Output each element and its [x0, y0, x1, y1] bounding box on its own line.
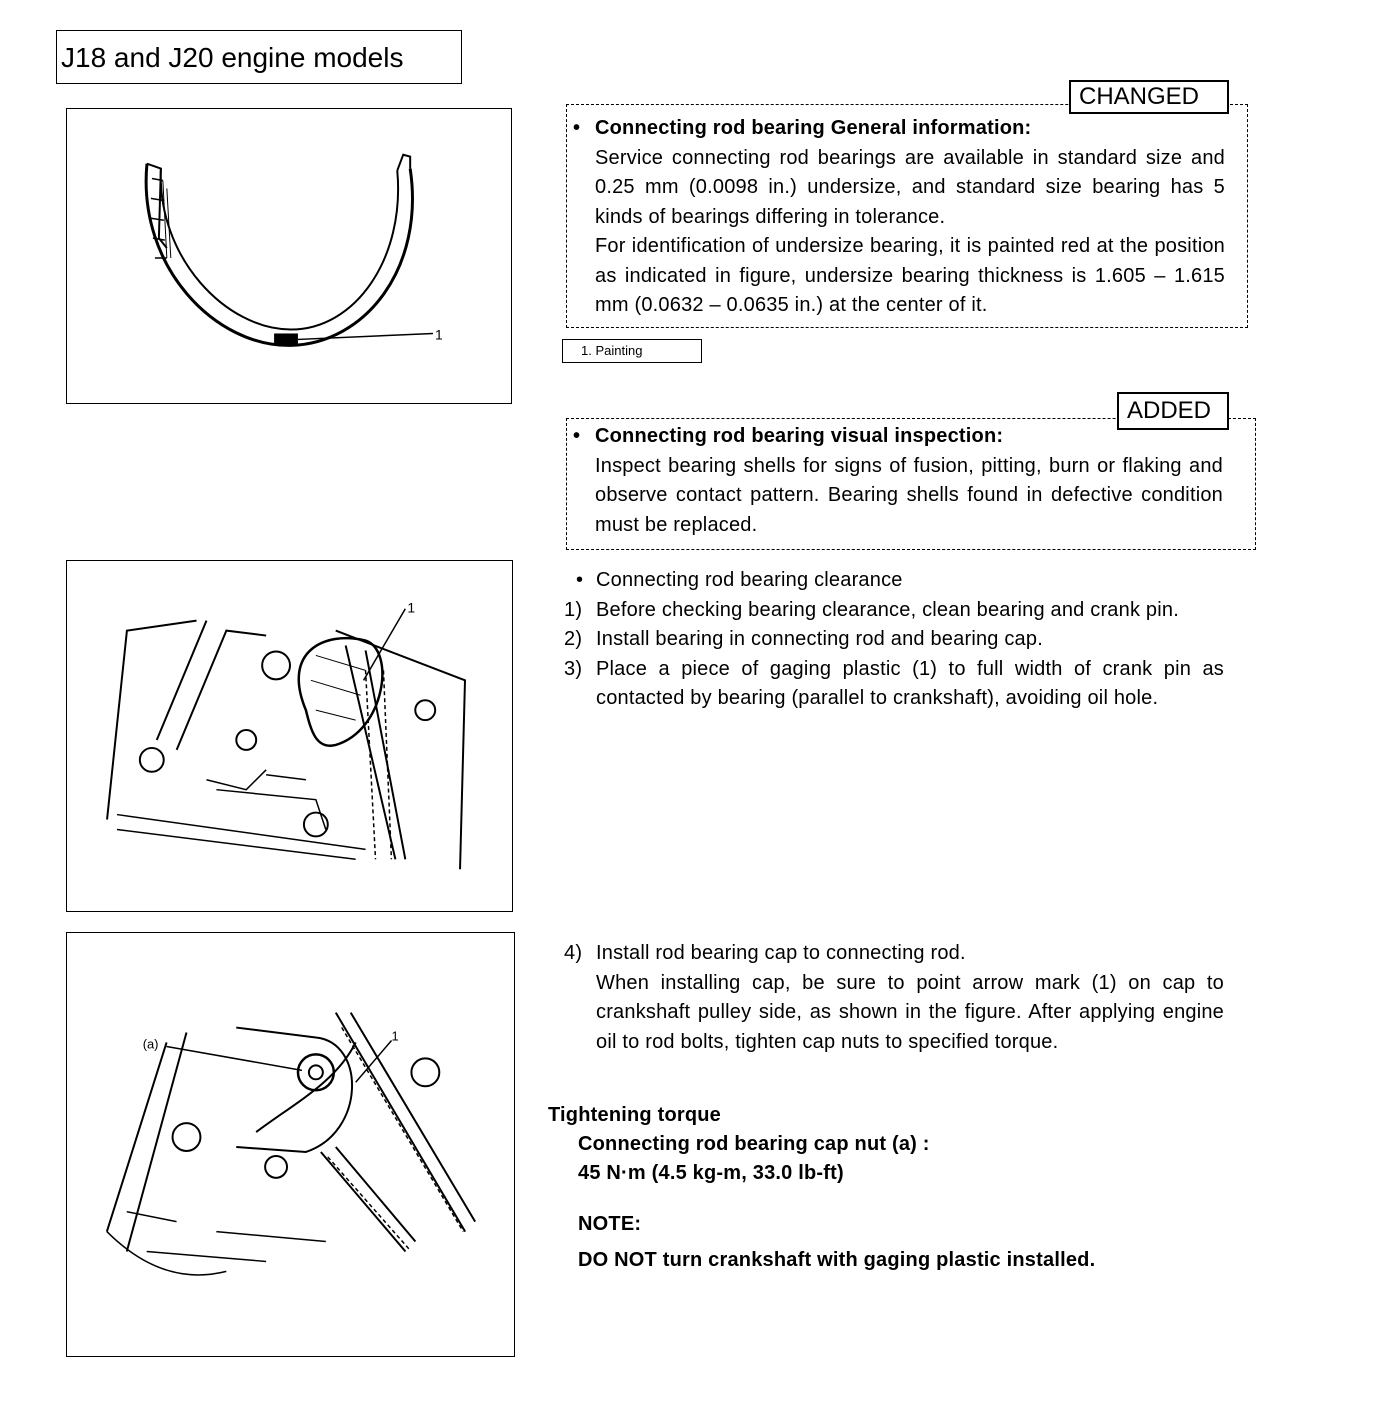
- general-info-heading: Connecting rod bearing General information:: [595, 117, 1032, 139]
- visual-inspection-body: Inspect bearing shells for signs of fusion, pitting, burn or flaking and observe contact pattern. Bearing shells found in defective condition must be replaced.: [595, 454, 1223, 536]
- page-title: J18 and J20 engine models: [56, 30, 462, 84]
- gaging-plastic-illustration: [67, 561, 512, 911]
- step-4-line1: Install rod bearing cap to connecting rod.: [596, 942, 966, 964]
- general-info-para2: For identification of undersize bearing, it is painted red at the position as indicated in figure, undersize bearing thickness is 1.605 – 1.615 mm (0.0632 – 0.0635 in.) at the center of it.: [595, 235, 1225, 316]
- painting-mark: [274, 333, 298, 345]
- callout-a: (a): [142, 1036, 159, 1052]
- step-4: 4) Install rod bearing cap to connecting rod. When installing cap, be sure to point arrow mark (1) on cap to crankshaft pulley side, as shown in the figure. After applying engine oil to rod bolts, tighten cap nuts to specified torque.: [596, 939, 1224, 1057]
- figure-gaging-plastic: [66, 560, 513, 912]
- callout-1: 1: [435, 326, 443, 343]
- bullet-icon: •: [573, 117, 581, 139]
- torque-heading: Tightening torque: [548, 1104, 722, 1126]
- figure-cap-installation: [66, 932, 515, 1357]
- step-4-line2: When installing cap, be sure to point arrow mark (1) on cap to crankshaft pulley side, as shown in the figure. After applying engine oil to rod bolts, tighten cap nuts to specified torque.: [596, 971, 1224, 1053]
- step-1: 1) Before checking bearing clearance, clean bearing and crank pin.: [564, 598, 1179, 621]
- cap-installation-illustration: [67, 933, 514, 1356]
- note-text: DO NOT turn crankshaft with gaging plastic installed.: [578, 1249, 1096, 1271]
- torque-item: Connecting rod bearing cap nut (a) :: [578, 1133, 930, 1155]
- step-3: 3) Place a piece of gaging plastic (1) to full width of crank pin as contacted by bearing (parallel to crankshaft), avoiding oil hole.: [564, 657, 1224, 709]
- changed-tag: CHANGED: [1069, 80, 1229, 114]
- visual-inspection-heading: Connecting rod bearing visual inspection:: [595, 425, 1004, 447]
- figure-bearing-shell: [66, 108, 512, 404]
- step-2: 2) Install bearing in connecting rod and bearing cap.: [564, 628, 1043, 650]
- general-info-para1: Service connecting rod bearings are available in standard size and 0.25 mm (0.0098 in.) undersize, and standard size bearing has 5 kinds of bearings differing in tolerance.: [595, 146, 1225, 228]
- callout-1: 1: [407, 599, 416, 616]
- torque-value: 45 N·m (4.5 kg-m, 33.0 lb-ft): [578, 1162, 844, 1184]
- added-tag: ADDED: [1117, 392, 1229, 430]
- bearing-shell-illustration: [67, 109, 511, 403]
- visual-inspection-section: [573, 422, 1223, 540]
- clearance-heading: Connecting rod bearing clearance: [596, 569, 903, 591]
- general-info-section: [573, 114, 1225, 321]
- note-label: NOTE:: [578, 1213, 642, 1235]
- figure-caption: 1. Painting: [562, 339, 702, 363]
- callout-1: 1: [391, 1028, 399, 1044]
- clearance-section: [564, 566, 1224, 714]
- bullet-icon: •: [576, 569, 584, 591]
- bullet-icon: •: [573, 425, 581, 447]
